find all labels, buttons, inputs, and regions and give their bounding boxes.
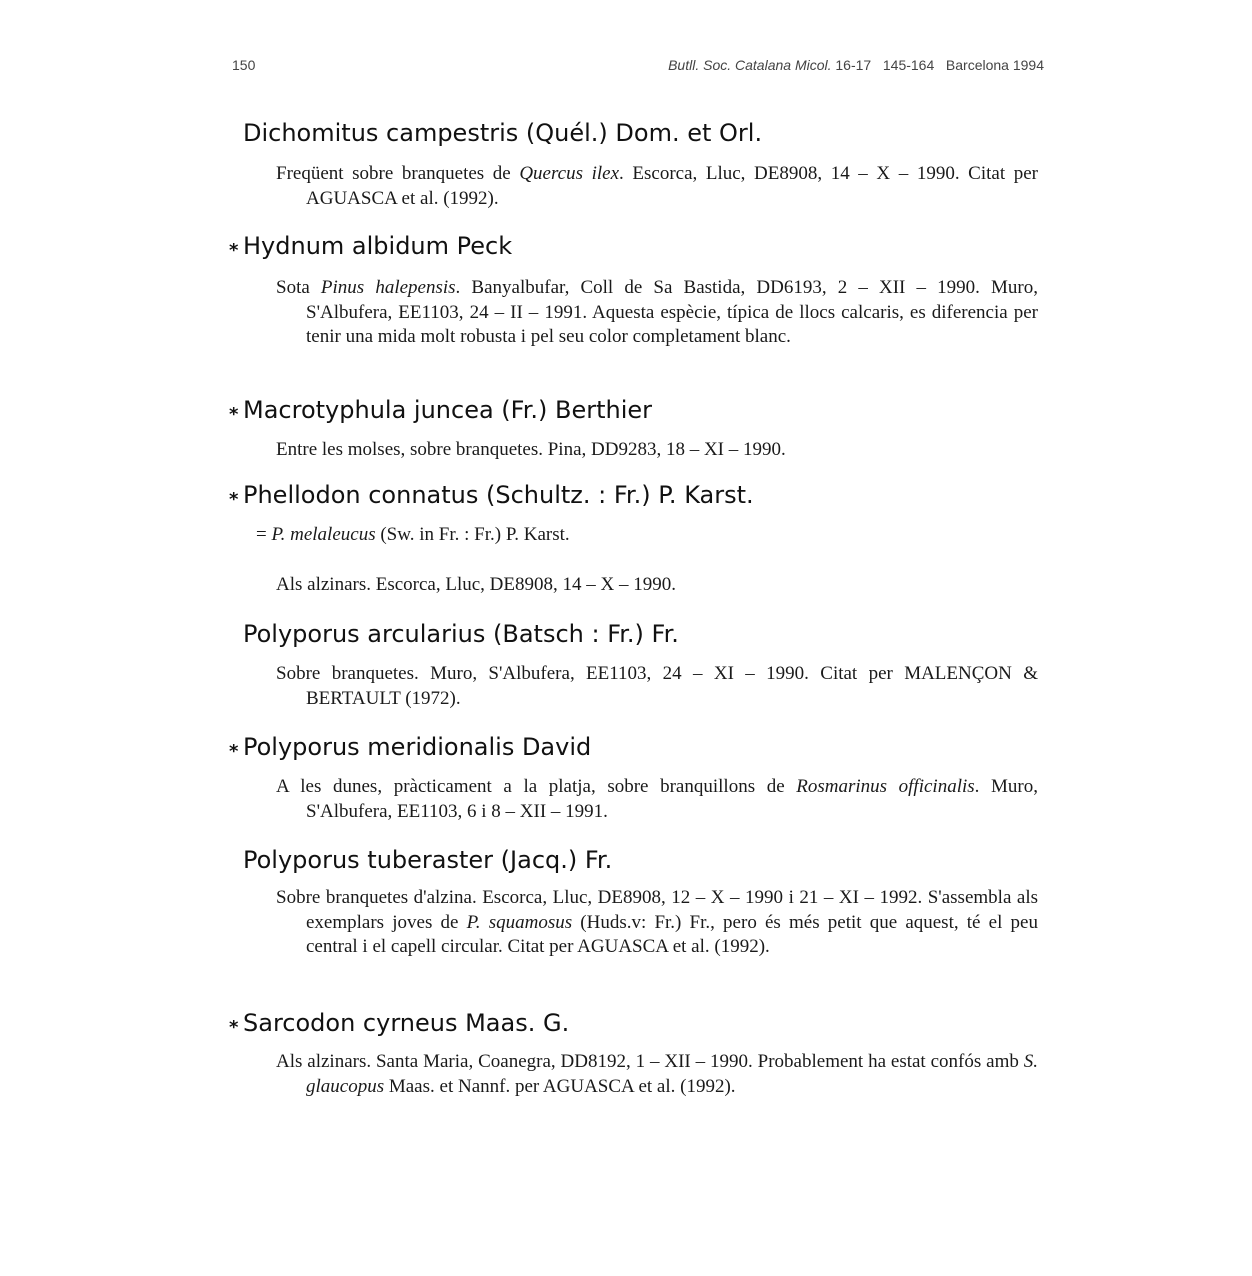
- species-title: Macrotyphula juncea (Fr.) Berthier: [243, 396, 653, 424]
- new-record-asterisk: *: [229, 240, 239, 261]
- text-run: (Sw. in Fr. : Fr.) P. Karst.: [375, 524, 570, 545]
- new-record-asterisk: *: [229, 404, 239, 425]
- species-description: [276, 438, 1038, 463]
- journal-volume-pages-place: 16-17 145-164 Barcelona 1994: [831, 57, 1044, 73]
- species-description: [276, 886, 1038, 960]
- species-description: [276, 573, 1038, 598]
- text-run: Sota: [276, 277, 321, 298]
- text-run: . Muro, S'Albufera, EE1103, 6 i 8 – XII – 1991.: [306, 776, 1038, 822]
- page-number: 150: [232, 57, 256, 73]
- species-description: [276, 1050, 1038, 1099]
- species-title: Polyporus tuberaster (Jacq.) Fr.: [243, 846, 613, 874]
- text-run: . Banyalbufar, Coll de Sa Bastida, DD6193, 2 – XII – 1990. Muro, S'Albufera, EE1103, 24 – II – 1991. Aquesta espècie, típica de llocs calcaris, es diferencia per tenir una mida molt robusta i pel seu color completament blanc.: [306, 277, 1038, 347]
- text-run: Entre les molses, sobre branquetes. Pina, DD9283, 18 – XI – 1990.: [276, 439, 786, 460]
- text-run: Maas. et Nannf. per AGUASCA et al. (1992).: [384, 1075, 736, 1097]
- text-run: =: [256, 524, 272, 545]
- species-title: Dichomitus campestris (Quél.) Dom. et Orl.: [243, 119, 763, 147]
- species-description: [276, 662, 1038, 711]
- species-title: Phellodon connatus (Schultz. : Fr.) P. Karst.: [243, 481, 754, 509]
- new-record-asterisk: *: [229, 489, 239, 510]
- new-record-asterisk: *: [229, 741, 239, 762]
- new-record-asterisk: *: [229, 1017, 239, 1038]
- journal-name: Butll. Soc. Catalana Micol.: [668, 57, 832, 73]
- taxon-italic: Rosmarinus officinalis: [796, 776, 975, 797]
- running-header: [232, 57, 1044, 79]
- text-run: Freqüent sobre branquetes de: [276, 163, 520, 184]
- text-run: Als alzinars. Santa Maria, Coanegra, DD8192, 1 – XII – 1990. Probablement ha estat confós amb: [276, 1051, 1024, 1072]
- text-run: (Huds.v: Fr.) Fr., pero és més petit que aquest, té el peu central i el capell circular. Citat per AGUASCA et al. (1992).: [306, 911, 1038, 957]
- species-description: [276, 276, 1038, 350]
- taxon-italic: P. squamosus: [466, 911, 573, 933]
- taxon-italic: Pinus halepensis: [320, 277, 456, 298]
- text-run: . Escorca, Lluc, DE8908, 14 – X – 1990. Citat per AGUASCA et al. (1992).: [306, 163, 1038, 209]
- species-title: Sarcodon cyrneus Maas. G.: [243, 1009, 570, 1037]
- taxon-italic: S. glaucopus: [306, 1051, 1038, 1097]
- journal-citation: [668, 57, 1044, 73]
- text-run: Als alzinars. Escorca, Lluc, DE8908, 14 – X – 1990.: [276, 574, 676, 595]
- text-run: Sobre branquetes d'alzina. Escorca, Lluc, DE8908, 12 – X – 1990 i 21 – XI – 1992. S'assembla als exemplars joves de: [276, 887, 1038, 933]
- species-title: Polyporus meridionalis David: [243, 733, 592, 761]
- text-run: A les dunes, pràcticament a la platja, sobre branquillons de: [276, 776, 797, 797]
- taxon-italic: Quercus ilex: [519, 163, 620, 184]
- species-description: [276, 162, 1038, 211]
- species-description: [276, 775, 1038, 824]
- text-run: Sobre branquetes. Muro, S'Albufera, EE1103, 24 – XI – 1990. Citat per MALENÇON & BERTAULT (1972).: [276, 663, 1038, 709]
- taxon-italic: P. melaleucus: [271, 524, 376, 545]
- species-title: Polyporus arcularius (Batsch : Fr.) Fr.: [243, 620, 679, 648]
- species-synonym: [256, 524, 570, 546]
- species-title: Hydnum albidum Peck: [243, 232, 513, 260]
